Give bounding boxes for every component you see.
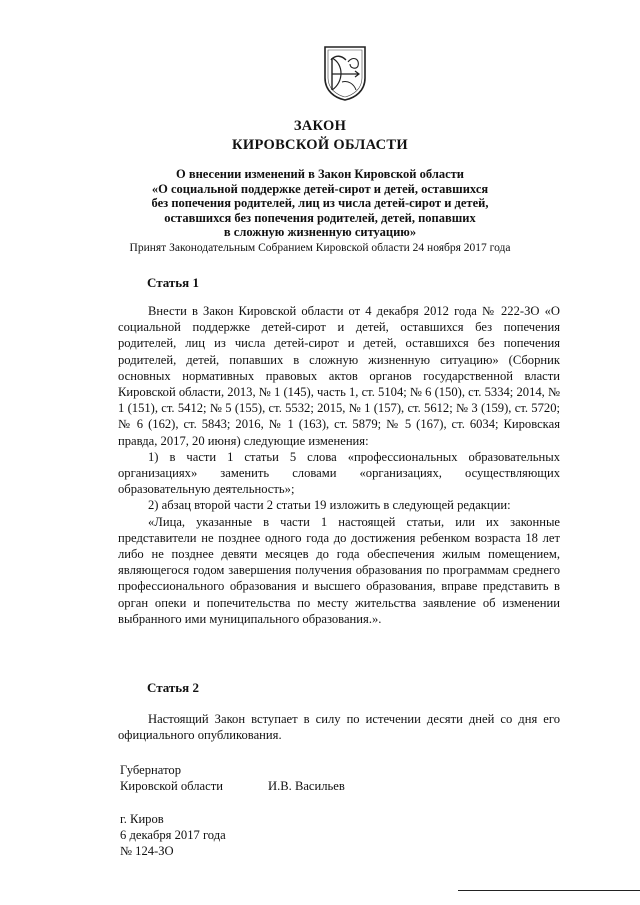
law-number: № 124-ЗО xyxy=(120,844,174,858)
city: г. Киров xyxy=(120,812,164,826)
article-1-heading: Статья 1 xyxy=(147,275,199,290)
article-1-paragraph: 1) в части 1 статьи 5 слова «профессиональных образовательных организациях» заменить словами «организациях, осуществляющих образовательную деятельность»; xyxy=(118,449,560,497)
article-1-body xyxy=(118,303,560,627)
subject-line: без попечения родителей, лиц из числа детей-сирот и детей, xyxy=(151,196,489,210)
doc-type: ЗАКОН xyxy=(293,118,347,134)
subject-line: оставшихся без попечения родителей, детей, попавших xyxy=(164,210,476,225)
signatory-name: И.В. Васильев xyxy=(268,779,345,793)
article-1-paragraph: «Лица, указанные в части 1 настоящей статьи, или их законные представители не позднее одного года до достижения ребенком возраста 18 лет либо не позднее девяти месяцев до года обеспечения жилым помещением, являющегося годом завершения получения образования по программам среднего профессионального образования и высшего образования, вправе представить в орган опеки и попечительства по месту жительства заявление об изменении выбранного ими муниципального образования.». xyxy=(118,514,560,626)
region-name: КИРОВСКОЙ ОБЛАСТИ xyxy=(232,137,408,153)
signatory-region: Кировской области xyxy=(120,779,223,793)
article-2-heading: Статья 2 xyxy=(147,680,199,695)
footer-divider xyxy=(458,890,640,891)
sign-date: 6 декабря 2017 года xyxy=(120,828,226,842)
article-1-paragraph: Внести в Закон Кировской области от 4 декабря 2012 года № 222-ЗО «О социальной поддержке детей-сирот и детей, оставшихся без попечения родителей, лиц из числа детей-сирот и детей, оставшихся без попечения родителей, детей, попавших в сложную жизненную ситуацию» (Сборник основных нормативных правовых актов органов государственной власти Кировской области, 2013, № 1 (145), часть 1, ст. 5104; № 6 (150), ст. 5334; 2014, № 1 (151), ст. 5412; № 5 (155), ст. 5532; 2015, № 1 (157), ст. 5612; № 3 (159), ст. 5720; № 6 (162), ст. 5843; 2016, № 1 (163), ст. 5879; № 5 (167), ст. 6034; Кировская правда, 2017, 20 июня) следующие изменения: xyxy=(118,304,560,448)
law-title xyxy=(0,117,640,155)
subject-line: «О социальной поддержке детей-сирот и детей, оставшихся xyxy=(151,181,489,196)
article-2-body xyxy=(118,711,560,743)
law-details xyxy=(120,811,226,859)
signature-block xyxy=(120,762,223,794)
article-2-paragraph: Настоящий Закон вступает в силу по истечении десяти дней со дня его официального опубликования. xyxy=(118,712,560,743)
law-subject xyxy=(0,167,640,240)
article-1-paragraph: 2) абзац второй части 2 статьи 19 изложить в следующей редакции: xyxy=(148,498,511,513)
subject-line: в сложную жизненную ситуацию» xyxy=(223,225,417,239)
adoption-note: Принят Законодательным Собранием Кировской области 24 ноября 2017 года xyxy=(129,242,511,254)
coat-of-arms-icon xyxy=(322,44,368,102)
signatory-title: Губернатор xyxy=(120,763,181,777)
subject-line: О внесении изменений в Закон Кировской области xyxy=(176,167,464,181)
